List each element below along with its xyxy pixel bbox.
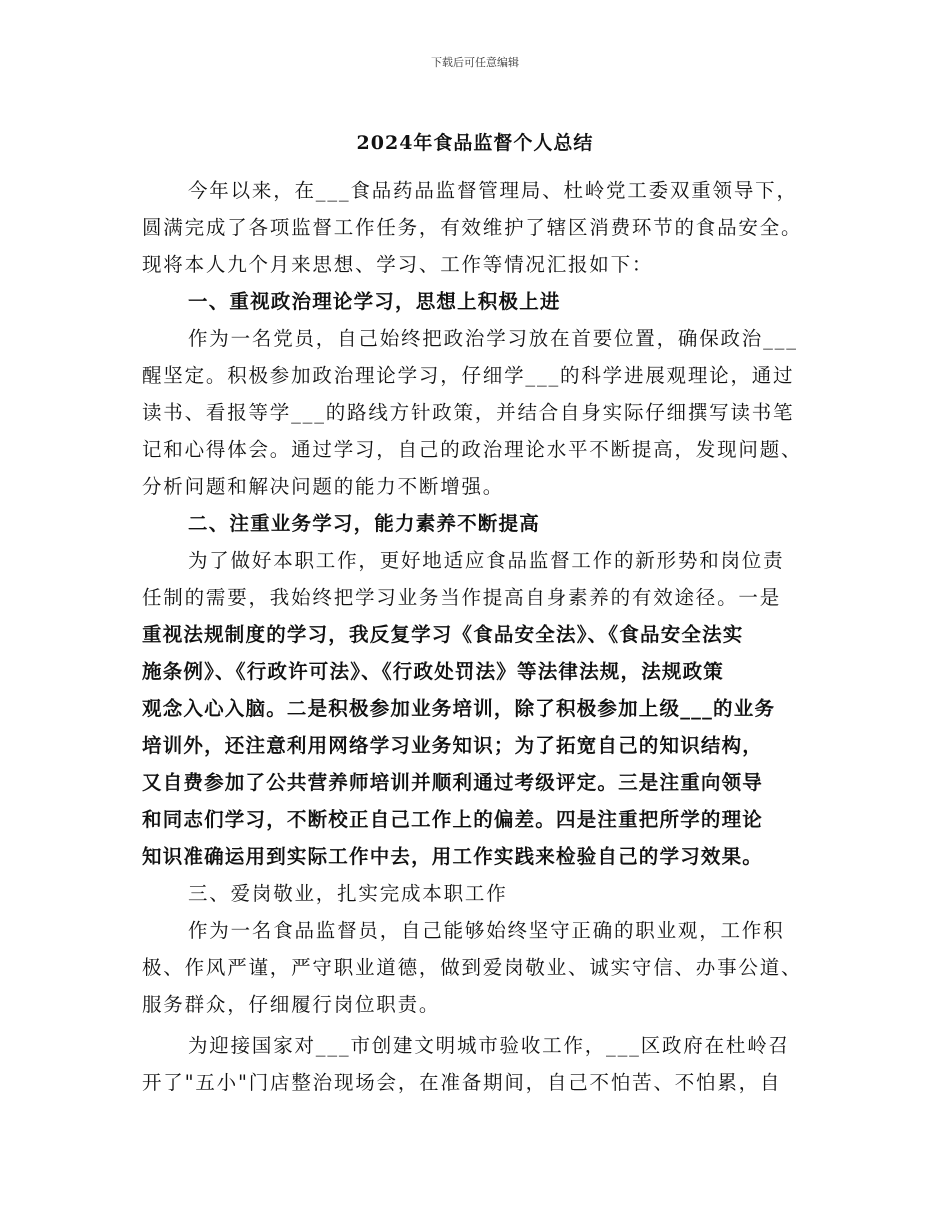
text-line: 服务群众，仔细履行岗位职责。 bbox=[142, 993, 441, 1016]
text-line: 培训外，还注意利用网络学习业务知识；为了拓宽自己的知识结构， bbox=[142, 734, 764, 757]
document-body bbox=[142, 172, 832, 1101]
text-line: 现将本人九个月来思想、学习、工作等情况汇报如下： bbox=[142, 253, 654, 276]
text-line: 读书、看报等学___的路线方针政策，并结合自身实际仔细撰写读书笔 bbox=[142, 401, 795, 424]
text-line: 分析问题和解决问题的能力不断增强。 bbox=[142, 475, 505, 498]
text-line: 一、重视政治理论学习，思想上积极上进 bbox=[188, 290, 561, 313]
text-line: 二、注重业务学习，能力素养不断提高 bbox=[188, 512, 540, 535]
text-line: 记和心得体会。通过学习，自己的政治理论水平不断提高，发现问题、 bbox=[142, 438, 803, 461]
text-line: 和同志们学习，不断校正自己工作上的偏差。四是注重把所学的理论 bbox=[142, 808, 764, 831]
text-line: 极、作风严谨，严守职业道德，做到爱岗敬业、诚实守信、办事公道、 bbox=[142, 956, 803, 979]
text-line: 今年以来，在___食品药品监督管理局、杜岭党工委双重领导下， bbox=[188, 179, 798, 202]
document-title: 2024年食品监督个人总结 bbox=[356, 132, 594, 154]
text-line: 作为一名食品监督员，自己能够始终坚守正确的职业观，工作积 bbox=[188, 919, 785, 942]
text-line: 施条例》、《行政许可法》、《行政处罚法》等法律法规，法规政策 bbox=[142, 660, 725, 683]
text-line: 为了做好本职工作，更好地适应食品监督工作的新形势和岗位责 bbox=[188, 549, 785, 572]
text-line: 为迎接国家对___市创建文明城市验收工作，___区政府在杜岭召 bbox=[188, 1034, 790, 1057]
text-line: 任制的需要，我始终把学习业务当作提高自身素养的有效途径。一是 bbox=[142, 586, 782, 609]
text-line: 圆满完成了各项监督工作任务，有效维护了辖区消费环节的食品安全。 bbox=[142, 216, 803, 239]
text-line: 醒坚定。积极参加政治理论学习，仔细学___的科学进展观理论，通过 bbox=[142, 364, 795, 387]
text-line: 三、爱岗敬业，扎实完成本职工作 bbox=[188, 882, 508, 905]
text-line: 开了"五小"门店整治现场会，在准备期间，自己不怕苦、不怕累，自 bbox=[142, 1071, 782, 1094]
text-line: 重视法规制度的学习，我反复学习《食品安全法》、《食品安全法实 bbox=[142, 623, 744, 646]
text-line: 又自费参加了公共营养师培训并顺利通过考级评定。三是注重向领导 bbox=[142, 771, 764, 794]
header-note: 下载后可任意编辑 bbox=[431, 56, 519, 69]
text-line: 作为一名党员，自己始终把政治学习放在首要位置，确保政治___ bbox=[188, 327, 798, 350]
text-line: 知识准确运用到实际工作中去，用工作实践来检验自己的学习效果。 bbox=[142, 845, 764, 868]
text-line: 观念入心入脑。二是积极参加业务培训，除了积极参加上级___的业务 bbox=[142, 697, 776, 720]
